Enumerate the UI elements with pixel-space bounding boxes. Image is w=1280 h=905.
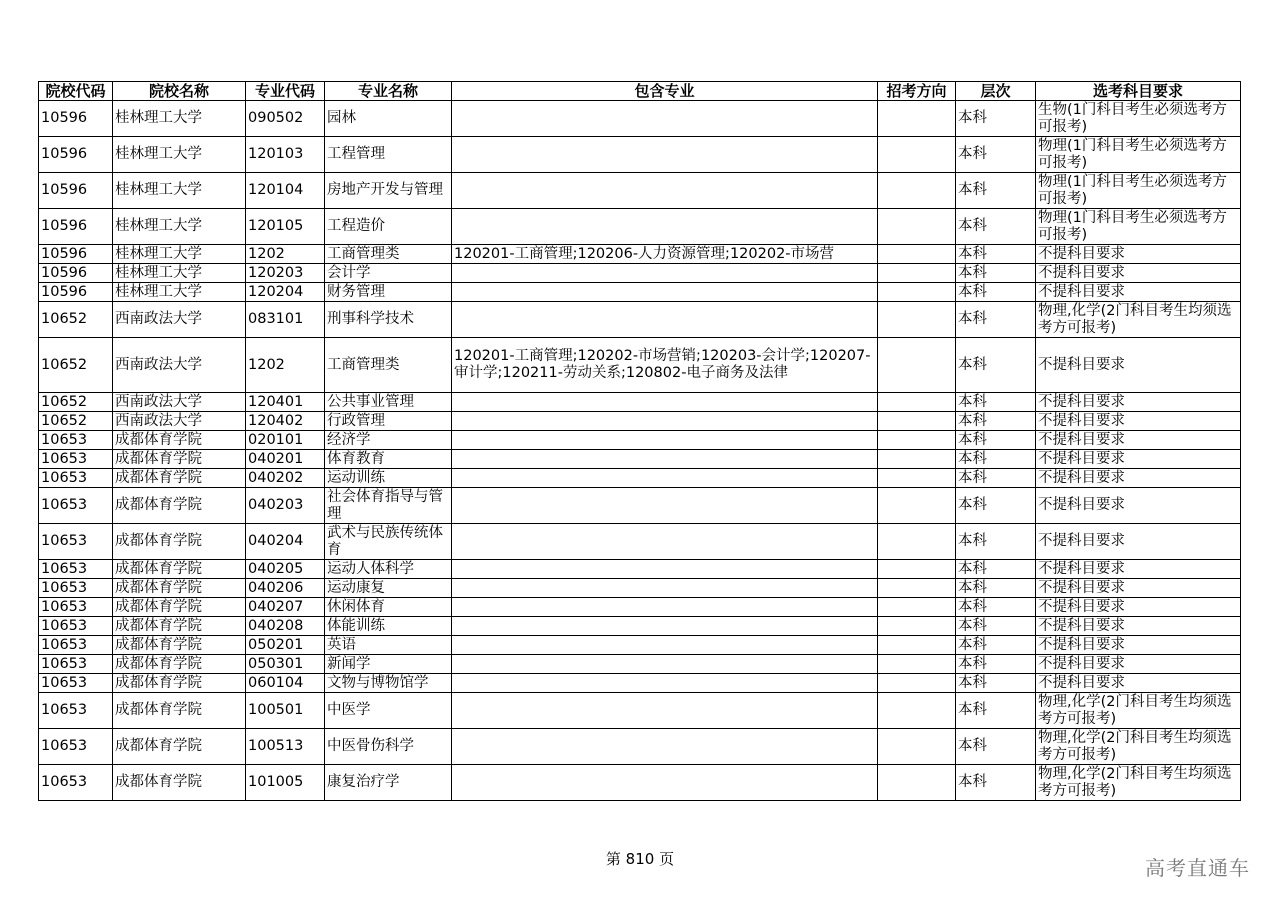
table-cell: 成都体育学院 xyxy=(113,693,246,729)
table-cell: 050201 xyxy=(246,636,325,655)
table-cell: 成都体育学院 xyxy=(113,765,246,801)
table-cell: 10652 xyxy=(39,412,113,431)
column-header: 院校名称 xyxy=(113,82,246,101)
table-cell: 本科 xyxy=(956,173,1036,209)
table-cell: 本科 xyxy=(956,264,1036,283)
table-cell xyxy=(452,729,878,765)
table-cell: 休闲体育 xyxy=(325,598,452,617)
table-row xyxy=(39,450,1241,469)
column-header: 层次 xyxy=(956,82,1036,101)
table-cell: 10653 xyxy=(39,617,113,636)
header-row xyxy=(39,82,1241,101)
table-row xyxy=(39,674,1241,693)
table-row xyxy=(39,729,1241,765)
table-cell: 120104 xyxy=(246,173,325,209)
table-cell xyxy=(878,412,956,431)
table-cell: 不提科目要求 xyxy=(1036,412,1241,431)
table-cell: 本科 xyxy=(956,412,1036,431)
table-cell xyxy=(878,524,956,560)
table-cell: 050301 xyxy=(246,655,325,674)
table-cell: 成都体育学院 xyxy=(113,655,246,674)
table-cell xyxy=(878,173,956,209)
column-header: 专业名称 xyxy=(325,82,452,101)
table-cell: 成都体育学院 xyxy=(113,524,246,560)
table-cell: 本科 xyxy=(956,450,1036,469)
table-cell xyxy=(878,598,956,617)
table-cell: 生物(1门科目考生必须选考方可报考) xyxy=(1036,101,1241,137)
column-header: 专业代码 xyxy=(246,82,325,101)
table-cell xyxy=(878,729,956,765)
page-number: 第 810 页 xyxy=(605,850,675,868)
table-cell: 中医骨伤科学 xyxy=(325,729,452,765)
table-cell: 10596 xyxy=(39,264,113,283)
table-cell: 英语 xyxy=(325,636,452,655)
table-cell: 体能训练 xyxy=(325,617,452,636)
table-cell: 本科 xyxy=(956,598,1036,617)
table-cell: 060104 xyxy=(246,674,325,693)
table-cell: 1202 xyxy=(246,338,325,393)
table-cell: 10653 xyxy=(39,729,113,765)
table-cell: 西南政法大学 xyxy=(113,412,246,431)
table-cell: 物理,化学(2门科目考生均须选考方可报考) xyxy=(1036,765,1241,801)
table-cell: 040204 xyxy=(246,524,325,560)
table-cell: 10596 xyxy=(39,245,113,264)
table-cell xyxy=(878,655,956,674)
table-cell xyxy=(452,412,878,431)
table-cell: 桂林理工大学 xyxy=(113,209,246,245)
table-cell: 本科 xyxy=(956,636,1036,655)
table-cell: 成都体育学院 xyxy=(113,674,246,693)
table-cell xyxy=(878,693,956,729)
table-cell xyxy=(452,560,878,579)
table-cell: 运动康复 xyxy=(325,579,452,598)
table-cell: 成都体育学院 xyxy=(113,488,246,524)
table-cell: 桂林理工大学 xyxy=(113,101,246,137)
table-cell xyxy=(452,101,878,137)
table-cell: 成都体育学院 xyxy=(113,450,246,469)
table-cell xyxy=(878,245,956,264)
table-cell: 物理,化学(2门科目考生均须选考方可报考) xyxy=(1036,302,1241,338)
table-cell: 刑事科学技术 xyxy=(325,302,452,338)
table-cell xyxy=(452,524,878,560)
column-header: 招考方向 xyxy=(878,82,956,101)
table-cell: 园林 xyxy=(325,101,452,137)
table-cell: 不提科目要求 xyxy=(1036,283,1241,302)
admission-table xyxy=(38,81,1241,801)
table-header xyxy=(39,82,1241,101)
table-cell: 运动人体科学 xyxy=(325,560,452,579)
table-cell: 西南政法大学 xyxy=(113,302,246,338)
table-cell: 本科 xyxy=(956,729,1036,765)
table-cell: 工商管理类 xyxy=(325,245,452,264)
table-row xyxy=(39,338,1241,393)
table-cell xyxy=(878,431,956,450)
table-cell: 本科 xyxy=(956,393,1036,412)
table-cell xyxy=(452,264,878,283)
table-cell: 本科 xyxy=(956,674,1036,693)
table-cell xyxy=(452,765,878,801)
table-cell xyxy=(452,283,878,302)
table-cell xyxy=(878,338,956,393)
table-cell: 不提科目要求 xyxy=(1036,636,1241,655)
table-row xyxy=(39,469,1241,488)
table-cell: 120201-工商管理;120202-市场营销;120203-会计学;120207-审计学;120211-劳动关系;120802-电子商务及法律 xyxy=(452,338,878,393)
table-cell: 10652 xyxy=(39,338,113,393)
table-row xyxy=(39,302,1241,338)
table-cell: 083101 xyxy=(246,302,325,338)
table-cell xyxy=(878,137,956,173)
table-row xyxy=(39,636,1241,655)
table-cell: 成都体育学院 xyxy=(113,617,246,636)
table-cell: 040203 xyxy=(246,488,325,524)
table-body xyxy=(39,101,1241,801)
table-cell: 不提科目要求 xyxy=(1036,674,1241,693)
table-cell xyxy=(452,598,878,617)
table-cell: 120103 xyxy=(246,137,325,173)
table-cell: 10653 xyxy=(39,431,113,450)
table-cell: 10653 xyxy=(39,560,113,579)
table-cell: 行政管理 xyxy=(325,412,452,431)
table-cell xyxy=(878,302,956,338)
table-cell: 桂林理工大学 xyxy=(113,173,246,209)
table-cell: 运动训练 xyxy=(325,469,452,488)
table-cell: 不提科目要求 xyxy=(1036,450,1241,469)
table-cell: 不提科目要求 xyxy=(1036,431,1241,450)
table-cell: 新闻学 xyxy=(325,655,452,674)
table-cell xyxy=(878,617,956,636)
table-cell xyxy=(452,173,878,209)
table-cell xyxy=(878,674,956,693)
table-row xyxy=(39,393,1241,412)
table-cell: 成都体育学院 xyxy=(113,636,246,655)
table-cell: 成都体育学院 xyxy=(113,579,246,598)
table-cell: 10653 xyxy=(39,636,113,655)
table-cell: 不提科目要求 xyxy=(1036,560,1241,579)
table-cell xyxy=(878,636,956,655)
table-cell: 10653 xyxy=(39,765,113,801)
table-cell xyxy=(452,674,878,693)
table-cell xyxy=(452,469,878,488)
table-cell: 房地产开发与管理 xyxy=(325,173,452,209)
table-cell: 10652 xyxy=(39,393,113,412)
table-cell xyxy=(878,209,956,245)
table-cell xyxy=(452,137,878,173)
table-row xyxy=(39,209,1241,245)
table-cell: 10653 xyxy=(39,450,113,469)
table-cell: 不提科目要求 xyxy=(1036,655,1241,674)
table-cell: 经济学 xyxy=(325,431,452,450)
table-cell: 不提科目要求 xyxy=(1036,524,1241,560)
table-cell: 101005 xyxy=(246,765,325,801)
table-cell: 090502 xyxy=(246,101,325,137)
table-cell: 本科 xyxy=(956,302,1036,338)
table-cell: 10653 xyxy=(39,488,113,524)
table-cell: 10653 xyxy=(39,598,113,617)
table-cell: 不提科目要求 xyxy=(1036,488,1241,524)
table-cell: 10596 xyxy=(39,209,113,245)
column-header: 包含专业 xyxy=(452,82,878,101)
table-cell: 040207 xyxy=(246,598,325,617)
table-cell: 桂林理工大学 xyxy=(113,245,246,264)
table-cell: 本科 xyxy=(956,655,1036,674)
table-cell: 不提科目要求 xyxy=(1036,598,1241,617)
table-cell: 040208 xyxy=(246,617,325,636)
table-row xyxy=(39,264,1241,283)
table-cell: 公共事业管理 xyxy=(325,393,452,412)
table-cell xyxy=(452,393,878,412)
table-cell: 本科 xyxy=(956,283,1036,302)
table-cell: 120401 xyxy=(246,393,325,412)
table-row xyxy=(39,598,1241,617)
table-cell xyxy=(878,469,956,488)
watermark-logo: 高考直通车 xyxy=(1145,856,1250,880)
table-cell: 本科 xyxy=(956,617,1036,636)
table-cell xyxy=(878,283,956,302)
table-cell: 1202 xyxy=(246,245,325,264)
table-cell: 物理,化学(2门科目考生均须选考方可报考) xyxy=(1036,729,1241,765)
table-cell: 本科 xyxy=(956,693,1036,729)
table-cell: 10653 xyxy=(39,579,113,598)
table-cell: 物理(1门科目考生必须选考方可报考) xyxy=(1036,137,1241,173)
table-cell: 不提科目要求 xyxy=(1036,245,1241,264)
table-cell: 不提科目要求 xyxy=(1036,469,1241,488)
table-cell: 10653 xyxy=(39,524,113,560)
table-cell: 10653 xyxy=(39,674,113,693)
table-cell xyxy=(452,450,878,469)
table-cell: 西南政法大学 xyxy=(113,393,246,412)
table-cell: 100501 xyxy=(246,693,325,729)
table-cell: 中医学 xyxy=(325,693,452,729)
table-cell: 财务管理 xyxy=(325,283,452,302)
column-header: 选考科目要求 xyxy=(1036,82,1241,101)
table-cell xyxy=(452,693,878,729)
table-cell: 成都体育学院 xyxy=(113,469,246,488)
table-cell: 工程管理 xyxy=(325,137,452,173)
table-cell xyxy=(878,393,956,412)
table-cell xyxy=(878,579,956,598)
table-cell: 成都体育学院 xyxy=(113,560,246,579)
table-cell: 本科 xyxy=(956,245,1036,264)
table-row xyxy=(39,283,1241,302)
table-cell: 本科 xyxy=(956,579,1036,598)
table-cell: 10653 xyxy=(39,655,113,674)
table-cell: 会计学 xyxy=(325,264,452,283)
table-cell: 10653 xyxy=(39,469,113,488)
table-cell: 本科 xyxy=(956,524,1036,560)
table-cell: 120204 xyxy=(246,283,325,302)
table-cell: 不提科目要求 xyxy=(1036,338,1241,393)
table-cell: 本科 xyxy=(956,560,1036,579)
table-cell: 工商管理类 xyxy=(325,338,452,393)
table-cell: 040202 xyxy=(246,469,325,488)
table-cell: 本科 xyxy=(956,101,1036,137)
table-cell: 成都体育学院 xyxy=(113,598,246,617)
table-row xyxy=(39,431,1241,450)
table-cell: 体育教育 xyxy=(325,450,452,469)
table-cell: 物理(1门科目考生必须选考方可报考) xyxy=(1036,173,1241,209)
table-cell: 120203 xyxy=(246,264,325,283)
table-cell xyxy=(878,560,956,579)
table-cell xyxy=(878,101,956,137)
table-cell: 10596 xyxy=(39,173,113,209)
table-cell xyxy=(452,655,878,674)
table-cell: 本科 xyxy=(956,469,1036,488)
table-cell: 成都体育学院 xyxy=(113,431,246,450)
table-row xyxy=(39,173,1241,209)
table-row xyxy=(39,655,1241,674)
table-cell xyxy=(452,579,878,598)
table-cell xyxy=(878,450,956,469)
table-row xyxy=(39,245,1241,264)
table-cell: 桂林理工大学 xyxy=(113,137,246,173)
table-row xyxy=(39,101,1241,137)
table-cell: 康复治疗学 xyxy=(325,765,452,801)
table-cell xyxy=(452,209,878,245)
table-row xyxy=(39,765,1241,801)
table-cell: 040201 xyxy=(246,450,325,469)
table-cell: 物理,化学(2门科目考生均须选考方可报考) xyxy=(1036,693,1241,729)
table-cell: 10596 xyxy=(39,137,113,173)
table-row xyxy=(39,524,1241,560)
table-cell: 本科 xyxy=(956,338,1036,393)
table-cell: 成都体育学院 xyxy=(113,729,246,765)
table-row xyxy=(39,617,1241,636)
table-cell: 本科 xyxy=(956,765,1036,801)
table-cell: 040205 xyxy=(246,560,325,579)
table-cell xyxy=(452,431,878,450)
table-cell xyxy=(878,765,956,801)
table-cell: 100513 xyxy=(246,729,325,765)
table-cell: 社会体育指导与管理 xyxy=(325,488,452,524)
table-cell: 10596 xyxy=(39,101,113,137)
table-row xyxy=(39,488,1241,524)
table-cell xyxy=(878,264,956,283)
table-cell: 本科 xyxy=(956,137,1036,173)
table-row xyxy=(39,693,1241,729)
table-cell: 物理(1门科目考生必须选考方可报考) xyxy=(1036,209,1241,245)
table-cell: 120402 xyxy=(246,412,325,431)
table-cell: 040206 xyxy=(246,579,325,598)
table-cell: 桂林理工大学 xyxy=(113,283,246,302)
table-cell xyxy=(452,302,878,338)
table-cell: 10653 xyxy=(39,693,113,729)
table-cell: 120105 xyxy=(246,209,325,245)
table-cell: 文物与博物馆学 xyxy=(325,674,452,693)
table-cell: 本科 xyxy=(956,431,1036,450)
table-cell xyxy=(452,617,878,636)
table-cell: 不提科目要求 xyxy=(1036,393,1241,412)
table-row xyxy=(39,412,1241,431)
table-cell: 工程造价 xyxy=(325,209,452,245)
table-cell: 本科 xyxy=(956,209,1036,245)
table-cell xyxy=(452,488,878,524)
table-cell: 武术与民族传统体育 xyxy=(325,524,452,560)
table-cell: 不提科目要求 xyxy=(1036,617,1241,636)
column-header: 院校代码 xyxy=(39,82,113,101)
table-row xyxy=(39,579,1241,598)
table-row xyxy=(39,560,1241,579)
table-cell: 桂林理工大学 xyxy=(113,264,246,283)
table-cell: 10596 xyxy=(39,283,113,302)
table-row xyxy=(39,137,1241,173)
table-cell xyxy=(452,636,878,655)
table-cell: 西南政法大学 xyxy=(113,338,246,393)
table-cell xyxy=(878,488,956,524)
table-cell: 120201-工商管理;120206-人力资源管理;120202-市场营 xyxy=(452,245,878,264)
table-cell: 10652 xyxy=(39,302,113,338)
table-cell: 不提科目要求 xyxy=(1036,264,1241,283)
table-cell: 不提科目要求 xyxy=(1036,579,1241,598)
table-cell: 本科 xyxy=(956,488,1036,524)
table-cell: 020101 xyxy=(246,431,325,450)
